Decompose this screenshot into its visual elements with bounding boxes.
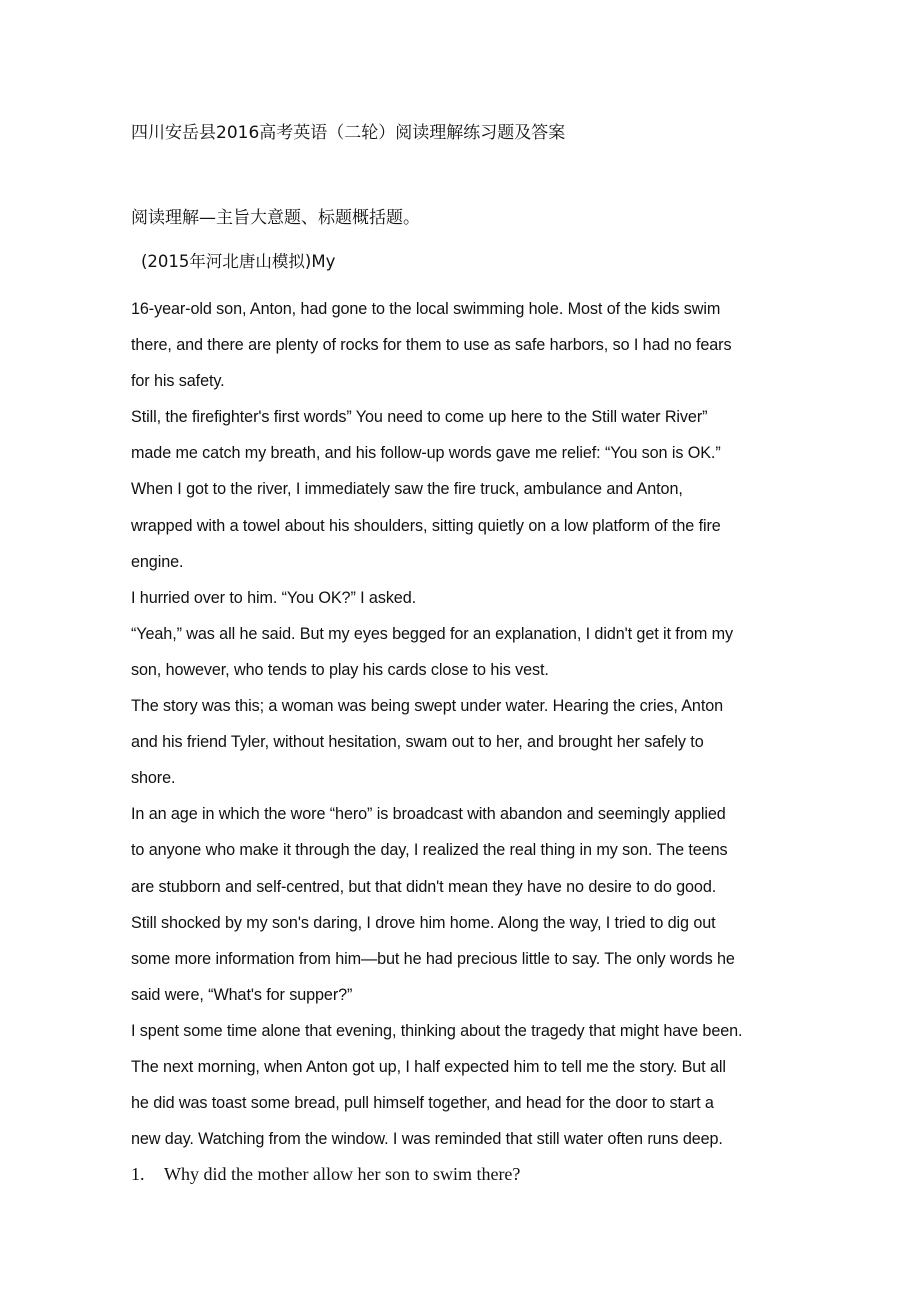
passage-line: In an age in which the wore “hero” is broadcast with abandon and seemingly applied — [131, 805, 726, 824]
passage-line: 16-year-old son, Anton, had gone to the local swimming hole. Most of the kids swim — [131, 300, 721, 318]
passage-line: he did was toast some bread, pull himself together, and head for the door to start a — [131, 1094, 714, 1113]
passage-line: said were, “What's for supper?” — [131, 985, 353, 1004]
passage-line: son, however, who tends to play his cards close to his vest. — [131, 660, 549, 679]
question-number: 1. — [131, 1164, 145, 1185]
passage-line: When I got to the river, I immediately saw the fire truck, ambulance and Anton, — [131, 480, 683, 499]
question-text: Why did the mother allow her son to swim there? — [164, 1164, 521, 1185]
section-heading: 阅读理解—主旨大意题、标题概括题。 — [131, 208, 420, 228]
passage-line: for his safety. — [131, 372, 225, 391]
passage-line: wrapped with a towel about his shoulders, sitting quietly on a low platform of the fire — [131, 516, 721, 535]
document-body — [131, 118, 801, 1189]
passage-line: The next morning, when Anton got up, I half expected him to tell me the story. But all — [131, 1057, 726, 1076]
question-item — [131, 1159, 801, 1189]
passage-line: are stubborn and self-centred, but that didn't mean they have no desire to do good. — [131, 877, 717, 896]
passage-line: I spent some time alone that evening, thinking about the tragedy that might have been. — [131, 1021, 743, 1040]
passage-line: The story was this; a woman was being swept under water. Hearing the cries, Anton — [131, 697, 724, 716]
reading-passage — [131, 291, 801, 1157]
passage-line: some more information from him—but he had precious little to say. The only words he — [131, 949, 735, 968]
passage-line: made me catch my breath, and his follow-up words gave me relief: “You son is OK.” — [131, 444, 721, 463]
passage-line: there, and there are plenty of rocks for them to use as safe harbors, so I had no fears — [131, 336, 732, 355]
passage-line: I hurried over to him. “You OK?” I asked. — [131, 588, 417, 607]
passage-line: Still, the firefighter's first words” You need to come up here to the Still water River” — [131, 408, 708, 427]
document-title: 四川安岳县2016高考英语（二轮）阅读理解练习题及答案 — [131, 123, 566, 143]
passage-line: engine. — [131, 552, 184, 571]
source-line: (2015年河北唐山模拟)My — [141, 252, 336, 271]
passage-line: and his friend Tyler, without hesitation, swam out to her, and brought her safely to — [131, 733, 704, 752]
passage-line: Still shocked by my son's daring, I drove him home. Along the way, I tried to dig out — [131, 913, 716, 932]
passage-line: new day. Watching from the window. I was reminded that still water often runs deep. — [131, 1130, 723, 1149]
passage-line: to anyone who make it through the day, I realized the real thing in my son. The teens — [131, 841, 728, 860]
passage-line: “Yeah,” was all he said. But my eyes begged for an explanation, I didn't get it from my — [131, 624, 734, 643]
passage-line: shore. — [131, 769, 176, 788]
